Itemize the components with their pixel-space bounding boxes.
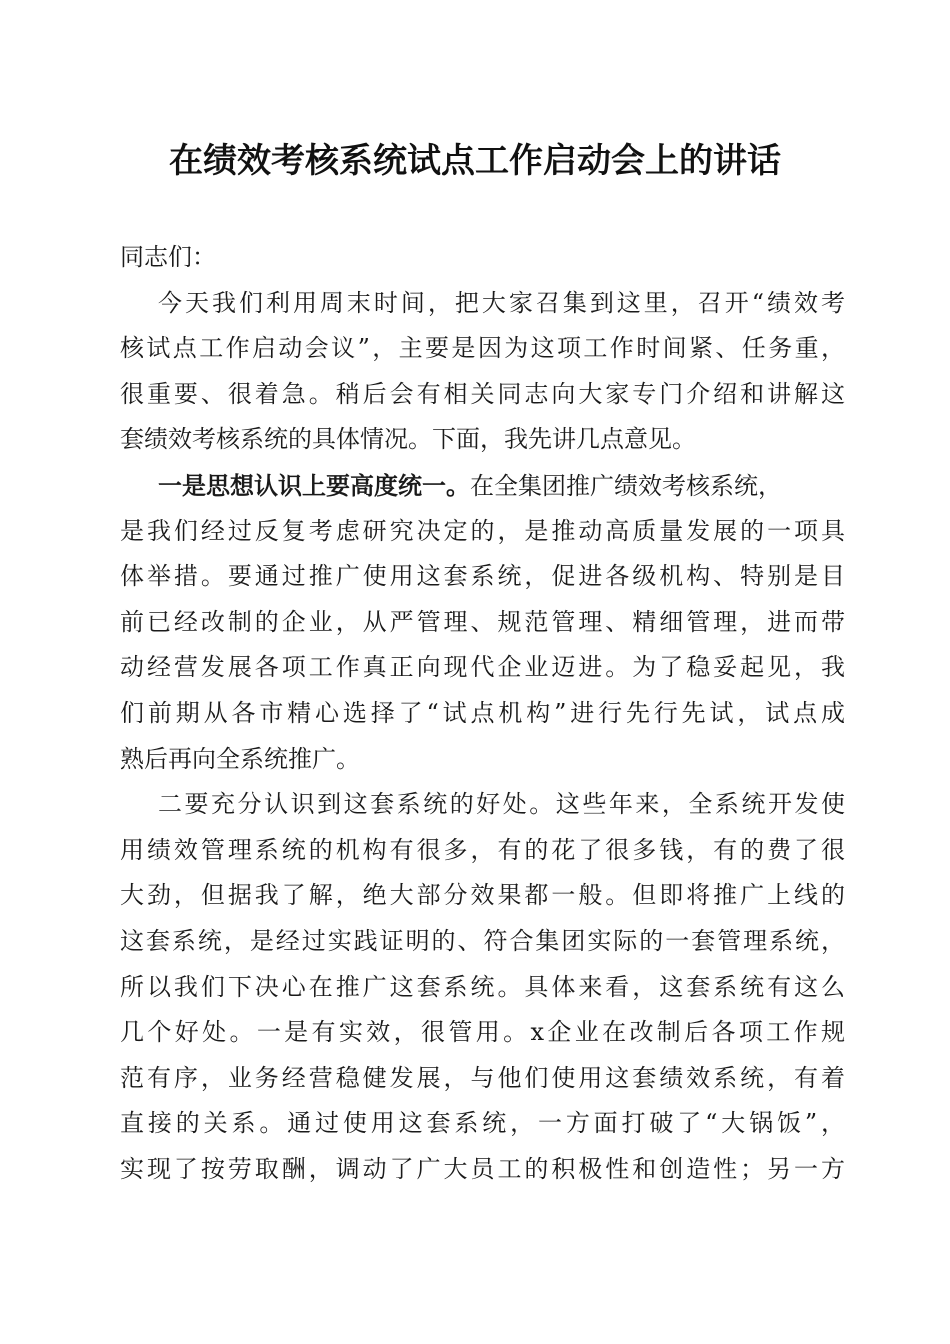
paragraph-line: 直接的关系。通过使用这套系统，一方面打破了“大锅饭”，: [120, 1109, 845, 1138]
paragraph-line: 实现了按劳取酬，调动了广大员工的积极性和创造性；另一方: [120, 1154, 845, 1183]
paragraph-line: 们前期从各市精心选择了“试点机构”进行先行先试，试点成: [120, 698, 845, 727]
paragraph-line: 体举措。要通过推广使用这套系统，促进各级机构、特别是目: [120, 562, 845, 591]
paragraph-line: 用绩效管理系统的机构有很多，有的花了很多钱，有的费了很: [120, 835, 845, 864]
paragraph-line: 几个好处。一是有实效，很管用。x企业在改制后各项工作规: [120, 1018, 845, 1047]
paragraph-line: 所以我们下决心在推广这套系统。具体来看，这套系统有这么: [120, 972, 845, 1001]
paragraph-line: 二要充分认识到这套系统的好处。这些年来，全系统开发使: [158, 790, 845, 819]
paragraph-line: 套绩效考核系统的具体情况。下面，我先讲几点意见。: [120, 425, 696, 454]
paragraph-3: [120, 782, 845, 1192]
paragraph-line: 今天我们利用周末时间，把大家召集到这里，召开“绩效考: [158, 288, 845, 317]
paragraph-line: 这套系统，是经过实践证明的、符合集团实际的一套管理系统，: [120, 926, 845, 955]
document-body: [120, 235, 845, 1192]
paragraph-2: [120, 463, 845, 782]
paragraph-line: 是我们经过反复考虑研究决定的，是推动高质量发展的一项具: [120, 516, 845, 545]
document-title: 在绩效考核系统试点工作启动会上的讲话: [169, 141, 781, 181]
paragraph-line: 动经营发展各项工作真正向现代企业迈进。为了稳妥起见，我: [120, 653, 845, 682]
paragraph-line: 熟后再向全系统推广。: [120, 744, 360, 773]
paragraph-line: 核试点工作启动会议”，主要是因为这项工作时间紧、任务重，: [120, 334, 845, 363]
paragraph-line: 很重要、很着急。稍后会有相关同志向大家专门介绍和讲解这: [120, 379, 845, 408]
paragraph-line: 范有序，业务经营稳健发展，与他们使用这套绩效系统，有着: [120, 1063, 845, 1092]
paragraph-line-text: 在全集团推广绩效考核系统，: [470, 471, 782, 500]
paragraph-line: 前已经改制的企业，从严管理、规范管理、精细管理，进而带: [120, 607, 845, 636]
paragraph-first-line: [120, 463, 845, 509]
paragraph-line: 大劲，但据我了解，绝大部分效果都一般。但即将推广上线的: [120, 881, 845, 910]
paragraph-1: [120, 281, 845, 463]
salutation: 同志们：: [120, 243, 216, 271]
paragraph-lead-heading: 一是思想认识上要高度统一。: [158, 470, 470, 500]
